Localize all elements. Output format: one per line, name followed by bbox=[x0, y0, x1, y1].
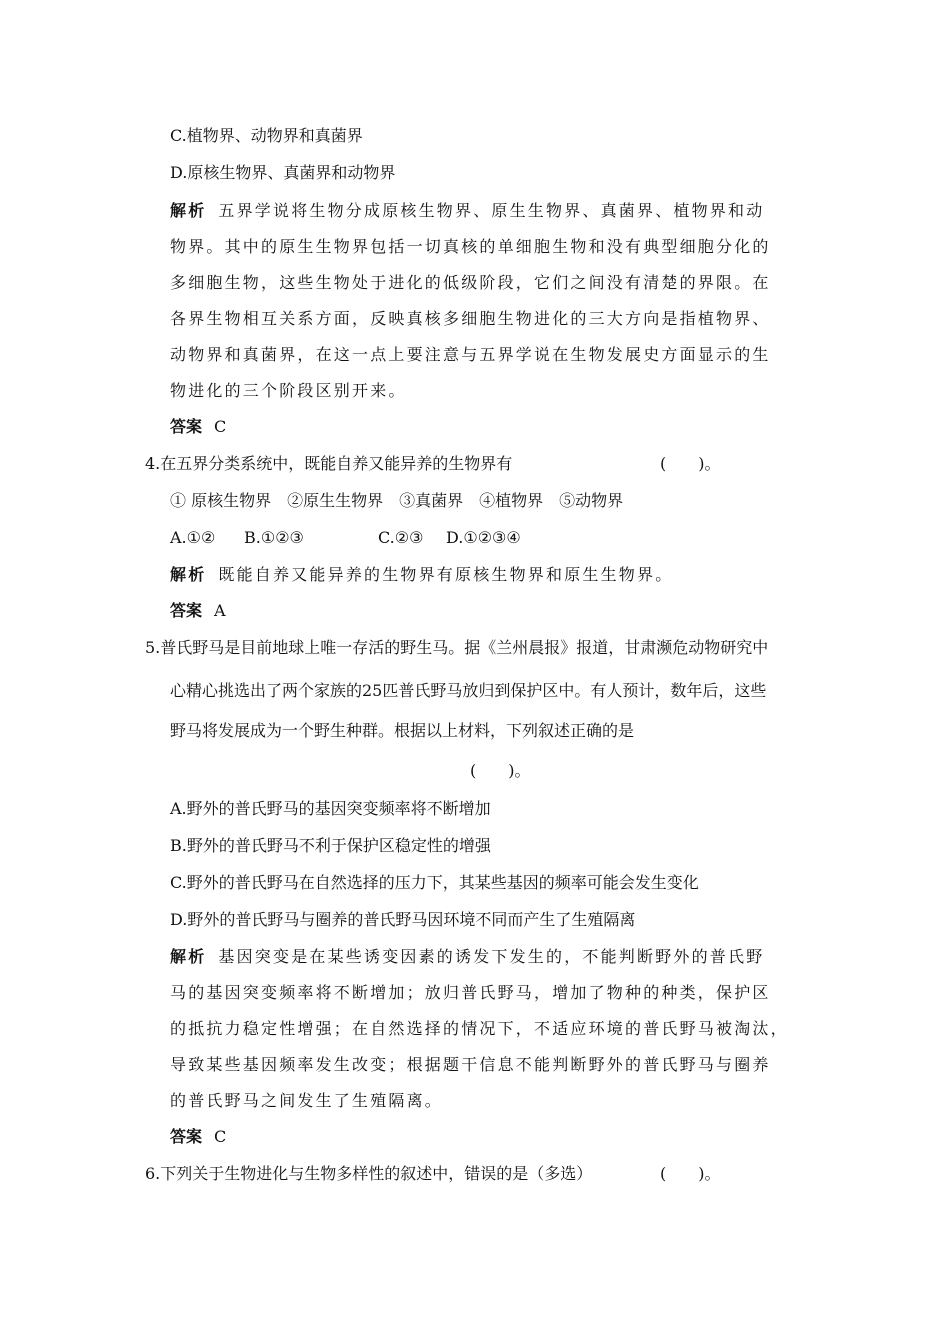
answer-label: 答案 bbox=[170, 417, 203, 436]
q4-items: ① 原核生物界 ②原生生物界 ③真菌界 ④植物界 ⑤动物界 bbox=[170, 491, 624, 510]
q5-analysis-line: 的普氏野马之间发生了生殖隔离。 bbox=[170, 1091, 444, 1110]
analysis-label: 解析 bbox=[170, 947, 207, 966]
q3-option-c: C.植物界、动物界和真菌界 bbox=[170, 126, 363, 145]
q6-answer-blank: ( )。 bbox=[660, 1164, 721, 1183]
q5-analysis-line bbox=[170, 946, 764, 968]
q4-option-a: A.①② bbox=[170, 528, 216, 547]
q4-stem: 4.在五界分类系统中，既能自养又能异养的生物界有 bbox=[145, 454, 513, 473]
q3-analysis-line: 各界生物相互关系方面，反映真核多细胞生物进化的三大方向是指植物界、 bbox=[170, 309, 771, 328]
q4-option-c: C.②③ bbox=[378, 528, 424, 547]
q4-answer-blank: ( )。 bbox=[660, 454, 721, 473]
q5-option-c: C.野外的普氏野马在自然选择的压力下，其某些基因的频率可能会发生变化 bbox=[170, 873, 699, 892]
analysis-label: 解析 bbox=[170, 201, 207, 220]
q5-option-b: B.野外的普氏野马不利于保护区稳定性的增强 bbox=[170, 836, 491, 855]
q5-option-d: D.野外的普氏野马与圈养的普氏野马因环境不同而产生了生殖隔离 bbox=[170, 910, 636, 929]
q5-analysis-line: 马的基因突变频率将不断增加；放归普氏野马，增加了物种的种类，保护区 bbox=[170, 983, 771, 1002]
answer-label: 答案 bbox=[170, 601, 203, 620]
q3-analysis-line bbox=[170, 200, 764, 222]
q3-option-d: D.原核生物界、真菌界和动物界 bbox=[170, 163, 396, 182]
q4-option-d: D.①②③④ bbox=[446, 528, 521, 547]
answer-label: 答案 bbox=[170, 1127, 203, 1146]
q3-analysis-line: 多细胞生物，这些生物处于进化的低级阶段，它们之间没有清楚的界限。在 bbox=[170, 273, 771, 292]
q4-answer bbox=[170, 600, 226, 622]
q5-answer bbox=[170, 1126, 226, 1148]
q3-analysis-line: 物界。其中的原生生物界包括一切真核的单细胞生物和没有典型细胞分化的 bbox=[170, 237, 771, 256]
analysis-text: 既能自养又能异养的生物界有原核生物界和原生生物界。 bbox=[218, 565, 674, 584]
q5-stem-line: 野马将发展成为一个野生种群。根据以上材料，下列叙述正确的是 bbox=[170, 721, 635, 740]
q3-answer bbox=[170, 416, 226, 438]
q5-stem-line: 心精心挑选出了两个家族的25匹普氏野马放归到保护区中。有人预计，数年后，这些 bbox=[170, 681, 767, 700]
q4-analysis-line bbox=[170, 564, 673, 586]
q5-stem-line: 5.普氏野马是目前地球上唯一存活的野生马。据《兰州晨报》报道，甘肃濒危动物研究中 bbox=[145, 638, 769, 657]
analysis-text: 基因突变是在某些诱变因素的诱发下发生的，不能判断野外的普氏野 bbox=[218, 947, 765, 966]
q3-analysis-line: 动物界和真菌界，在这一点上要注意与五界学说在生物发展史方面显示的生 bbox=[170, 345, 771, 364]
q5-analysis-line: 导致某些基因频率发生改变；根据题干信息不能判断野外的普氏野马与圈养 bbox=[170, 1055, 771, 1074]
q5-analysis-line: 的抵抗力稳定性增强；在自然选择的情况下，不适应环境的普氏野马被淘汰， bbox=[170, 1019, 789, 1038]
q3-analysis-line: 物进化的三个阶段区别开来。 bbox=[170, 381, 407, 400]
answer-value: C bbox=[214, 417, 227, 436]
q5-option-a: A.野外的普氏野马的基因突变频率将不断增加 bbox=[170, 799, 491, 818]
q4-option-b: B.①②③ bbox=[244, 528, 304, 547]
q6-stem: 6.下列关于生物进化与生物多样性的叙述中，错误的是（多选） bbox=[145, 1164, 593, 1183]
answer-value: C bbox=[214, 1127, 227, 1146]
q5-answer-blank: ( )。 bbox=[470, 761, 531, 780]
answer-value: A bbox=[214, 601, 226, 620]
analysis-label: 解析 bbox=[170, 565, 207, 584]
analysis-text: 五界学说将生物分成原核生物界、原生生物界、真菌界、植物界和动 bbox=[218, 201, 765, 220]
